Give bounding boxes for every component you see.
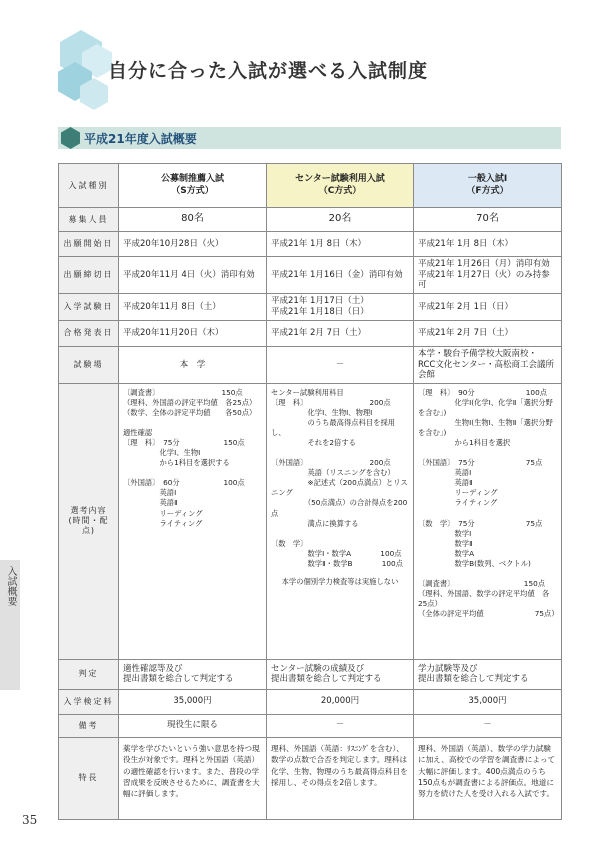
- table-row: [59, 714, 562, 737]
- row-label: 合格発表日: [59, 320, 119, 346]
- row-label: 備考: [59, 714, 119, 737]
- table-row: [59, 208, 562, 232]
- cell-value: 平成21年 1月 8日（木）: [267, 232, 414, 257]
- table-row: [59, 257, 562, 294]
- cell-value: 70名: [414, 208, 562, 232]
- cell-value: 本学・駿台予備学校大阪南校・ RCC文化センター・高松商工会議所会館: [414, 346, 562, 383]
- cell-value: 平成21年 1月16日（金）消印有効: [267, 257, 414, 294]
- row-label: 入学試験日: [59, 293, 119, 320]
- cell-value: センター試験の成績及び 提出書類を総合して判定する: [267, 659, 414, 689]
- cell-value: 平成21年 1月 8日（木）: [414, 232, 562, 257]
- header-s-method: 公募制推薦入試 （S方式）: [119, 164, 267, 208]
- side-tab-label: 入試概要: [5, 566, 16, 606]
- cell-value: 現役生に限る: [119, 714, 267, 737]
- cell-value: [267, 383, 414, 659]
- row-label: 特長: [59, 737, 119, 819]
- table-row: [59, 320, 562, 346]
- cell-value: 80名: [119, 208, 267, 232]
- row-label: 出願開始日: [59, 232, 119, 257]
- cell-value: －: [267, 346, 414, 383]
- row-label: 判定: [59, 659, 119, 689]
- cell-value: 平成20年11月20日（木）: [119, 320, 267, 346]
- cell-value: 理科、外国語（英語：ﾘｽﾆﾝｸﾞを含む）、数学の点数で合否を判定します。理科は化学、生物、物理のうち最高得点科目を採用し、その得点を2倍します。: [267, 737, 414, 819]
- cell-value: 本 学: [119, 346, 267, 383]
- admission-overview-table: [58, 163, 562, 820]
- cell-value: 〔調査書〕 150点 （理科、外国語の評定平均値 各25点） （数学、全体の評定平均値 各50点） 適性確認 〔理 科〕 75分 150点 化学Ⅰ、生物Ⅰ から1科目を選択する 〔外国語〕 60分 100点 英語Ⅰ 英語Ⅱ リーディング ライティング: [119, 383, 267, 659]
- cell-value: 平成21年 2月 7日（土）: [267, 320, 414, 346]
- header-f-method: 一般入試Ⅰ （F方式）: [414, 164, 562, 208]
- page-title: 自分に合った入試が選べる入試制度: [108, 60, 429, 82]
- row-label: 入試種別: [59, 164, 119, 208]
- table-row: [59, 383, 562, 659]
- cell-text: センター試験利用科目 〔理 科〕 200点 化学Ⅰ、生物Ⅰ、物理Ⅰ のうち最高得点科目を採用し、 それを2倍する 〔外国語〕 200点 英語（リスニングを含む） ※記述式（200点満点）とリスニング （50点満点）の合計得点を200点 満点に換算する 〔数 学〕 数学Ⅰ・数学A 100点 数学Ⅱ・数学B 100点: [271, 387, 408, 568]
- cell-value: 平成21年 2月 7日（土）: [414, 320, 562, 346]
- cell-value: 〔理 科〕 90分 100点 化学Ⅰ(化学Ⅰ、化学Ⅱ「選択分野を含む」) 生物Ⅰ(生物Ⅰ、生物Ⅱ「選択分野を含む」) から1科目を選択 〔外国語〕 75分 75点 英語Ⅰ 英語Ⅱ リーディング ライティング 〔数 学〕 75分 75点 数学Ⅰ 数学Ⅱ 数学A 数学B(数列、ベクトル) 〔調査書〕 150点 （理科、外国語、数学の評定平均値 各25点） （全体の評定平均値 75点）: [414, 383, 562, 659]
- cell-value: 平成21年 1月26日（月）消印有効 平成21年 1月27日（火）のみ持参可: [414, 257, 562, 294]
- cell-value: 適性確認等及び 提出書類を総合して判定する: [119, 659, 267, 689]
- cell-value: 20,000円: [267, 689, 414, 714]
- row-label: 出願締切日: [59, 257, 119, 294]
- table-row: [59, 293, 562, 320]
- row-label: 募集人員: [59, 208, 119, 232]
- cell-value: －: [414, 714, 562, 737]
- cell-value: 平成21年 2月 1日（日）: [414, 293, 562, 320]
- cell-value: －: [267, 714, 414, 737]
- cell-value: 学力試験等及び 提出書類を総合して判定する: [414, 659, 562, 689]
- cell-value: 平成20年11月 8日（土）: [119, 293, 267, 320]
- row-label: 入学検定料: [59, 689, 119, 714]
- page-number: 35: [22, 813, 38, 827]
- header-c-method: センター試験利用入試 （C方式）: [267, 164, 414, 208]
- cell-value: 20名: [267, 208, 414, 232]
- cell-value: 平成21年 1月17日（土） 平成21年 1月18日（日）: [267, 293, 414, 320]
- table-row: [59, 689, 562, 714]
- row-label: 選考内容 (時間・配点): [59, 383, 119, 659]
- cell-value: 平成20年10月28日（火）: [119, 232, 267, 257]
- table-row: [59, 346, 562, 383]
- cell-value: 35,000円: [414, 689, 562, 714]
- cell-note: 本学の個別学力検査等は実施しない: [281, 576, 399, 586]
- table-row: [59, 164, 562, 208]
- table-row: [59, 737, 562, 819]
- cell-value: 平成20年11月 4日（火）消印有効: [119, 257, 267, 294]
- cell-value: 薬学を学びたいという強い意思を持つ現役生が対象です。理科と外国語（英語）の適性確認を行います。また、普段の学習成果を反映させるために、調査書を大幅に評価します。: [119, 737, 267, 819]
- table-row: [59, 232, 562, 257]
- cell-value: 35,000円: [119, 689, 267, 714]
- cell-value: 理科、外国語（英語）、数学の学力試験に加え、高校での学習を調査書によって大幅に評価します。400点満点のうち150点もが調査書による評価点。地道に努力を続けた人を受け入れる入試です。: [414, 737, 562, 819]
- table-row: [59, 659, 562, 689]
- section-title: 平成21年度入試概要: [84, 132, 197, 146]
- row-label: 試験場: [59, 346, 119, 383]
